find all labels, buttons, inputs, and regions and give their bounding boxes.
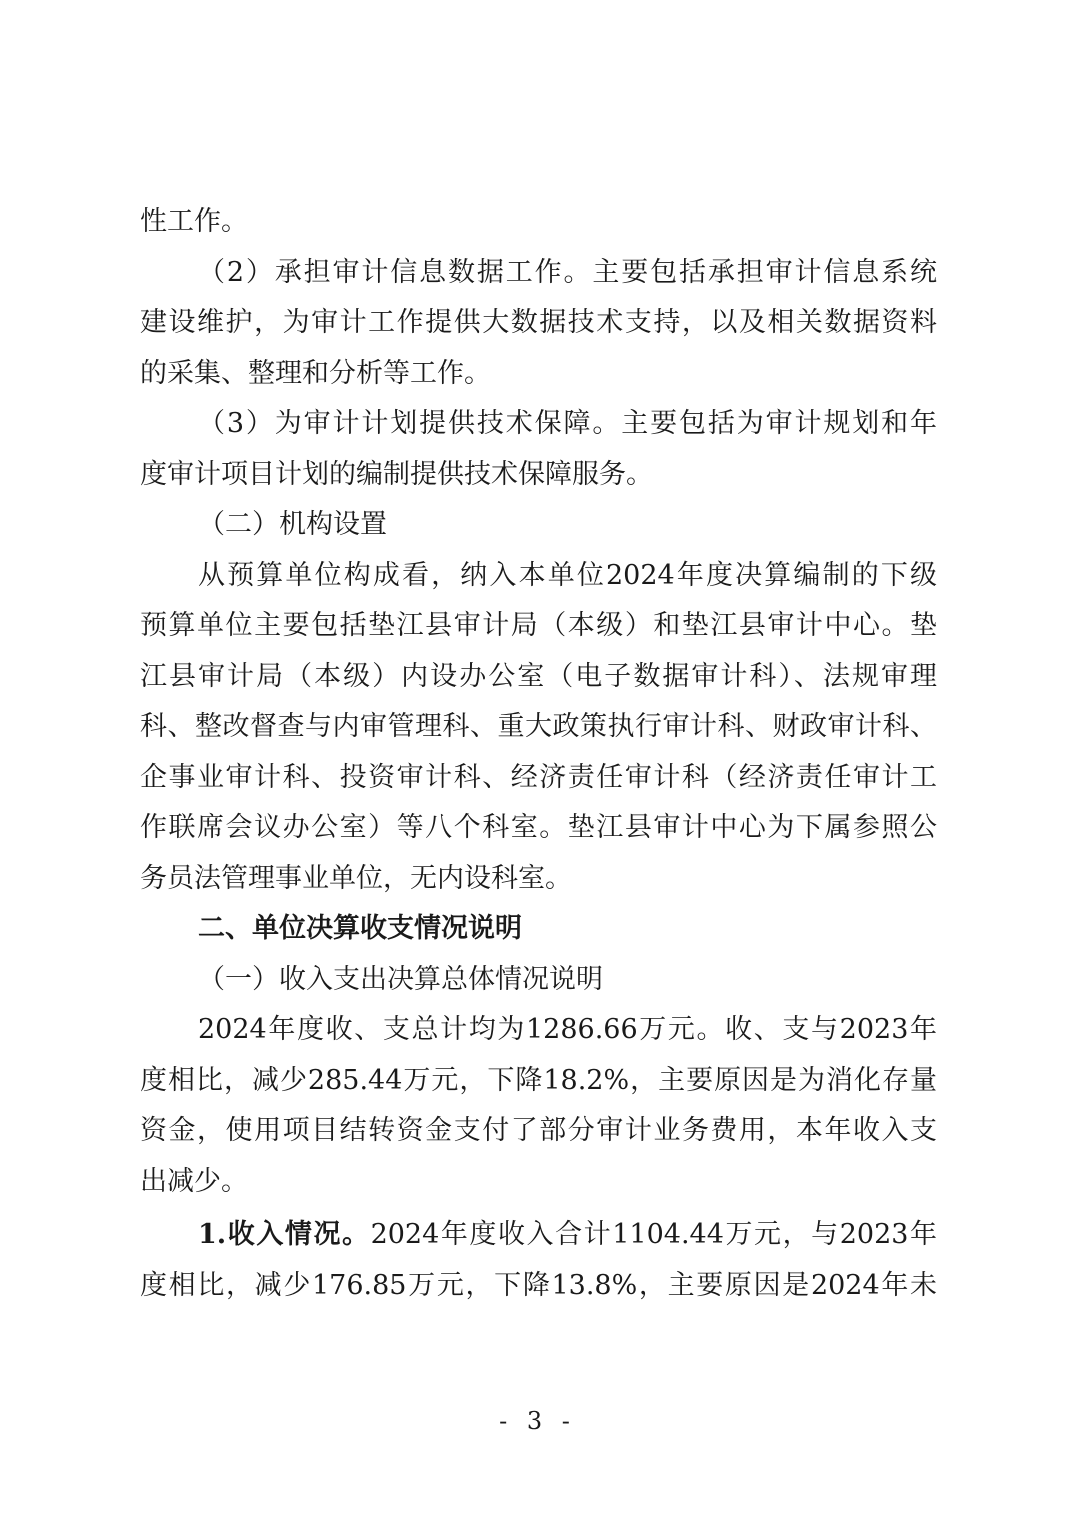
document-body (140, 197, 937, 1311)
income-lead-text: 2024年度收入合计1104.44万元，与2023年 (370, 1219, 937, 1250)
text-line: 度审计项目计划的编制提供技术保障服务。 (140, 458, 653, 490)
section-subheading: （一）收入支出决算总体情况说明 (198, 963, 603, 995)
text-line: 性工作。 (140, 206, 248, 237)
text-line: 预算单位主要包括垫江县审计局（本级）和垫江县审计中心。垫 (140, 610, 937, 641)
section-heading: 二、单位决算收支情况说明 (198, 913, 522, 944)
text-line: 务员法管理事业单位，无内设科室。 (140, 862, 572, 894)
text-line: 作联席会议办公室）等八个科室。垫江县审计中心为下属参照公 (140, 812, 937, 843)
text-line: 从预算单位构成看，纳入本单位2024年度决算编制的下级 (198, 559, 937, 591)
text-line: 的采集、整理和分析等工作。 (140, 357, 491, 389)
text-line: 江县审计局（本级）内设办公室（电子数据审计科）、法规审理 (140, 660, 937, 692)
text-line: （2）承担审计信息数据工作。主要包括承担审计信息系统 (198, 256, 937, 288)
text-line: 科、整改督查与内审管理科、重大政策执行审计科、财政审计科、 (140, 711, 937, 742)
text-line: 企事业审计科、投资审计科、经济责任审计科（经济责任审计工 (140, 761, 937, 793)
text-line: 度相比，减少285.44万元，下降18.2%，主要原因是为消化存量 (140, 1064, 937, 1096)
income-lead-label: 1.收入情况。 (198, 1219, 371, 1250)
page-number: - 3 - (499, 1407, 576, 1435)
text-line: 出减少。 (140, 1165, 248, 1197)
text-line: （3）为审计计划提供技术保障。主要包括为审计规划和年 (198, 408, 937, 439)
text-line: 度相比，减少176.85万元，下降13.8%，主要原因是2024年未 (140, 1269, 937, 1301)
text-line (140, 1210, 937, 1261)
text-line: 资金，使用项目结转资金支付了部分审计业务费用，本年收入支 (140, 1115, 937, 1146)
section-subheading: （二）机构设置 (198, 509, 387, 540)
text-line: 2024年度收、支总计均为1286.66万元。收、支与2023年 (198, 1014, 937, 1045)
text-line: 建设维护，为审计工作提供大数据技术支持，以及相关数据资料 (140, 307, 937, 338)
